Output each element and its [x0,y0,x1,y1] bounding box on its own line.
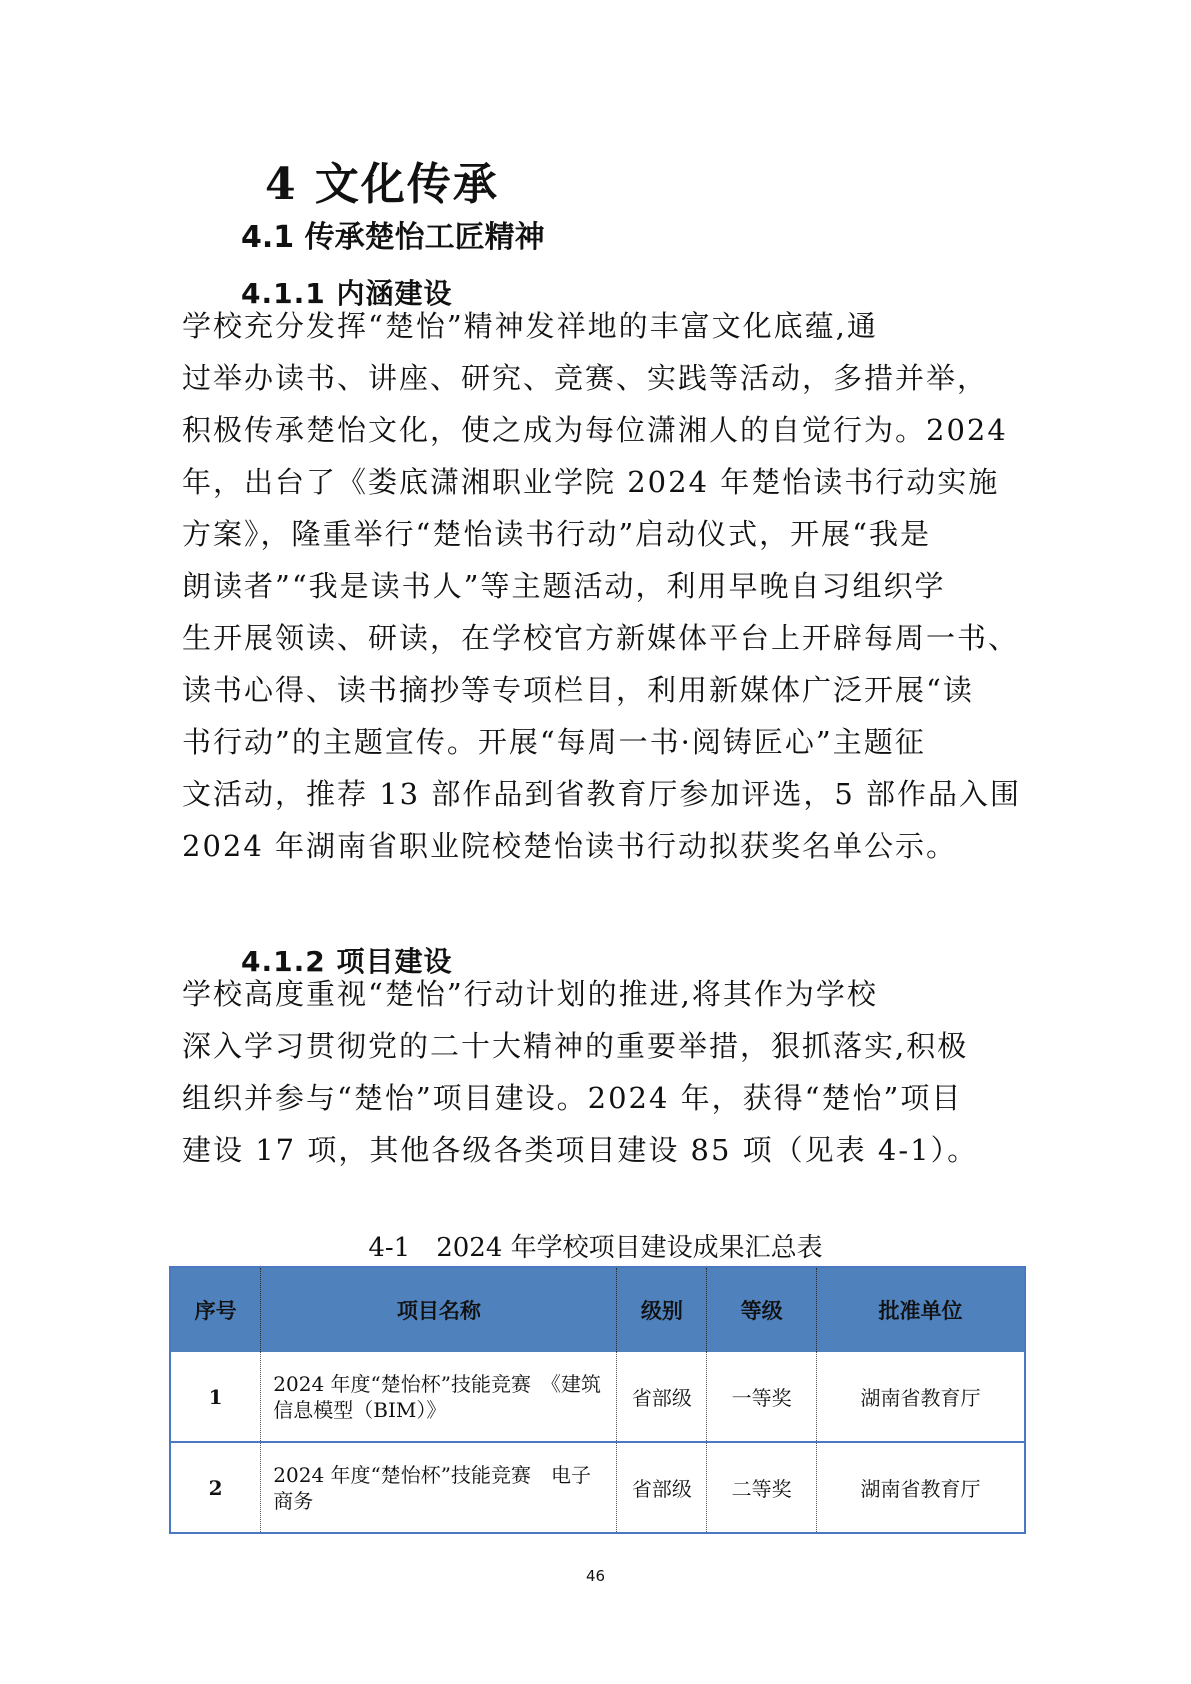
paragraph-line: 书行动”的主题宣传。开展“每周一书·阅铸匠心”主题征 [182,725,926,759]
column-header-project-name: 项目名称 [261,1267,617,1352]
paragraph-line: 建设 17 项，其他各级各类项目建设 85 项（见表 4-1）。 [182,1133,979,1167]
column-header-level: 级别 [617,1267,707,1352]
cell-level: 省部级 [617,1442,707,1533]
subsection-title-2: 4.1.2 项目建设 [241,945,453,978]
paragraph-line: 深入学习贯彻党的二十大精神的重要举措，狠抓落实,积极 [182,1029,969,1063]
chapter-title: 4 文化传承 [265,159,499,210]
section-title: 4.1 传承楚怡工匠精神 [241,220,545,255]
cell-project-name: 2024 年度“楚怡杯”技能竞赛 电子商务 [261,1442,617,1533]
cell-grade: 二等奖 [707,1442,817,1533]
cell-level: 省部级 [617,1352,707,1442]
paragraph-line: 学校高度重视“楚怡”行动计划的推进,将其作为学校 [182,977,878,1011]
paragraph-line: 组织并参与“楚怡”项目建设。2024 年，获得“楚怡”项目 [182,1081,963,1115]
table-caption: 4-1 2024 年学校项目建设成果汇总表 [368,1233,823,1263]
table-row [170,1352,1025,1442]
column-header-approval-unit: 批准单位 [817,1267,1025,1352]
page-number: 46 [585,1567,606,1585]
cell-project-name: 2024 年度“楚怡杯”技能竞赛 《建筑信息模型（BIM）》 [261,1352,617,1442]
paragraph-line: 过举办读书、讲座、研究、竞赛、实践等活动，多措并举， [182,361,989,395]
paragraph-line: 学校充分发挥“楚怡”精神发祥地的丰富文化底蕴,通 [182,309,878,343]
paragraph-line: 生开展领读、研读，在学校官方新媒体平台上开辟每周一书、 [182,621,1020,655]
cell-index: 1 [170,1352,261,1442]
cell-approval-unit: 湖南省教育厅 [817,1352,1025,1442]
cell-index: 2 [170,1442,261,1533]
paragraph-line: 2024 年湖南省职业院校楚怡读书行动拟获奖名单公示。 [182,829,958,863]
paragraph-line: 方案》，隆重举行“楚怡读书行动”启动仪式，开展“我是 [182,517,931,551]
table-row [170,1442,1025,1533]
cell-approval-unit: 湖南省教育厅 [817,1442,1025,1533]
paragraph-line: 积极传承楚怡文化，使之成为每位潇湘人的自觉行为。2024 [182,413,1008,447]
column-header-grade: 等级 [707,1267,817,1352]
paragraph-line: 读书心得、读书摘抄等专项栏目，利用新媒体广泛开展“读 [182,673,974,707]
table-header-row [170,1267,1025,1352]
paragraph-line: 年，出台了《娄底潇湘职业学院 2024 年楚怡读书行动实施 [182,465,1000,499]
subsection-title-1: 4.1.1 内涵建设 [241,277,453,310]
paragraph-line: 朗读者”“我是读书人”等主题活动，利用早晚自习组织学 [182,569,946,603]
column-header-index: 序号 [170,1267,261,1352]
paragraph-line: 文活动，推荐 13 部作品到省教育厅参加评选，5 部作品入围 [182,777,1022,811]
project-summary-table [169,1266,1026,1534]
cell-grade: 一等奖 [707,1352,817,1442]
